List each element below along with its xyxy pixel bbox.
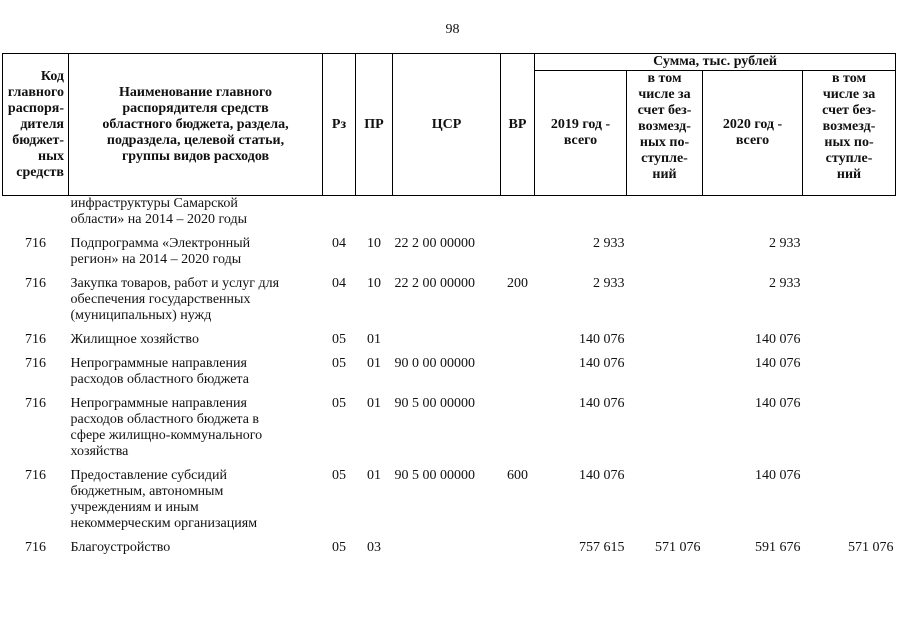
header-csr: ЦСР <box>393 54 501 196</box>
table-row <box>3 196 896 229</box>
row-name-line: Непрограммные направления <box>70 356 247 371</box>
row-name-line: некоммерческим организациям <box>70 516 258 531</box>
row-2020-total: 140 076 <box>755 468 801 483</box>
row-csr: 90 0 00 00000 <box>394 356 475 371</box>
table-body <box>3 196 896 557</box>
row-rz: 04 <box>332 276 346 291</box>
row-vr <box>501 396 535 460</box>
header-line: распорядителя средств <box>122 100 269 116</box>
row-2019-total: 140 076 <box>579 396 625 411</box>
row-2019-total: 140 076 <box>579 468 625 483</box>
row-name-line: области» на 2014 – 2020 годы <box>70 212 248 227</box>
row-name-line: обеспечения государственных <box>70 292 251 307</box>
table-row <box>3 236 896 268</box>
row-csr: 90 5 00 00000 <box>394 468 475 483</box>
row-vr <box>501 332 535 348</box>
row-name-line: сфере жилищно-коммунального <box>70 428 263 443</box>
header-line: в том <box>647 71 682 86</box>
row-pr: 10 <box>367 276 381 291</box>
header-line: всего <box>563 133 598 148</box>
row-vr: 200 <box>507 276 528 291</box>
header-vr: ВР <box>501 54 535 196</box>
row-name <box>69 196 323 229</box>
row-2020-incl <box>803 468 896 532</box>
row-name-line: Предоставление субсидий <box>70 468 227 483</box>
header-line: Код <box>40 68 64 84</box>
row-2019-incl <box>627 236 703 268</box>
header-line: ных <box>38 148 64 164</box>
header-line: группы видов расходов <box>121 148 270 164</box>
table-row <box>3 276 896 324</box>
row-name-line: Благоустройство <box>70 540 171 555</box>
row-2019-total: 2 933 <box>593 276 625 291</box>
row-name-line: Подпрограмма «Электронный <box>70 236 251 251</box>
row-name-line: Непрограммные направления <box>70 396 247 411</box>
row-vr <box>501 236 535 268</box>
table-header <box>3 54 896 196</box>
header-line: в том <box>832 71 867 86</box>
header-2019-total <box>535 71 627 196</box>
header-pr: ПР <box>356 54 393 196</box>
row-2019-total: 140 076 <box>579 332 625 347</box>
row-2020-total: 2 933 <box>769 236 801 251</box>
table-row <box>3 540 896 556</box>
row-name-line: учреждениям и иным <box>70 500 199 515</box>
row-name <box>69 276 323 324</box>
header-2020-total <box>703 71 803 196</box>
row-2020-incl <box>803 196 896 229</box>
header-line: ных по- <box>639 135 690 150</box>
row-rz: 04 <box>332 236 346 251</box>
row-pr: 01 <box>367 356 381 371</box>
header-line: распоря- <box>7 100 64 116</box>
header-line: средств <box>16 164 64 180</box>
row-name <box>69 356 323 388</box>
row-name-line: расходов областного бюджета в <box>70 412 260 427</box>
header-rz: Рз <box>323 54 356 196</box>
row-name-line: (муниципальных) нужд <box>70 308 212 323</box>
row-2020-total: 140 076 <box>755 396 801 411</box>
row-csr: 90 5 00 00000 <box>394 396 475 411</box>
row-2019-total: 2 933 <box>593 236 625 251</box>
table-row <box>3 332 896 348</box>
header-line: счет без- <box>822 103 876 118</box>
header-line: возмезд- <box>638 119 691 134</box>
row-name <box>69 236 323 268</box>
row-2020-incl <box>803 356 896 388</box>
row-name <box>69 540 323 556</box>
row-csr: 22 2 00 00000 <box>394 236 475 251</box>
row-2019-total: 757 615 <box>579 540 625 555</box>
row-vr <box>501 356 535 388</box>
row-code: 716 <box>25 332 46 347</box>
row-name-line: инфраструктуры Самарской <box>70 196 238 211</box>
row-rz: 05 <box>332 396 346 411</box>
budget-table <box>2 53 896 556</box>
row-code: 716 <box>25 396 46 411</box>
header-sum: Сумма, тыс. рублей <box>535 54 896 71</box>
row-name-line: Жилищное хозяйство <box>70 332 199 347</box>
header-line: дителя <box>20 116 64 132</box>
table-row <box>3 468 896 532</box>
row-name <box>69 396 323 460</box>
header-line: возмезд- <box>822 119 876 134</box>
row-rz: 05 <box>332 356 346 371</box>
row-csr <box>393 332 501 348</box>
header-line: 2020 год - <box>722 117 783 132</box>
row-csr <box>393 540 501 556</box>
row-2020-incl <box>803 396 896 460</box>
header-line: ных по- <box>824 135 874 150</box>
row-rz: 05 <box>332 540 346 555</box>
header-line: главного <box>7 84 64 100</box>
row-name-line: регион» на 2014 – 2020 годы <box>70 252 242 267</box>
header-line: бюджет- <box>12 132 64 148</box>
header-line: областного бюджета, раздела, <box>102 116 289 132</box>
row-vr <box>501 540 535 556</box>
row-2020-total: 140 076 <box>755 332 801 347</box>
row-2020-total: 591 676 <box>755 540 801 555</box>
header-line: числе за <box>822 87 876 102</box>
row-2020-incl: 571 076 <box>848 540 894 555</box>
header-line: ступле- <box>641 151 688 166</box>
header-line: подраздела, целевой статьи, <box>106 132 285 148</box>
header-line: ний <box>652 167 677 182</box>
header-2020-incl <box>803 71 896 196</box>
row-pr: 10 <box>367 236 381 251</box>
row-vr <box>501 196 535 229</box>
header-2019-incl <box>627 71 703 196</box>
row-2019-incl <box>627 356 703 388</box>
row-name <box>69 332 323 348</box>
row-2019-total: 140 076 <box>579 356 625 371</box>
row-2019-incl <box>627 332 703 348</box>
row-2019-incl <box>627 276 703 324</box>
header-line: счет без- <box>637 103 692 118</box>
row-2019-incl <box>627 196 703 229</box>
row-name-line: хозяйства <box>70 444 129 459</box>
row-2020-incl <box>803 332 896 348</box>
row-rz: 05 <box>332 332 346 347</box>
row-name <box>69 468 323 532</box>
row-code <box>3 196 69 229</box>
row-code: 716 <box>25 236 46 251</box>
row-code: 716 <box>25 540 46 555</box>
row-2020-incl <box>803 276 896 324</box>
row-name-line: расходов областного бюджета <box>70 372 249 387</box>
header-line: ступле- <box>825 151 873 166</box>
page-number: 98 <box>445 22 460 37</box>
row-pr: 01 <box>367 468 381 483</box>
row-csr: 22 2 00 00000 <box>394 276 475 291</box>
row-name-line: Закупка товаров, работ и услуг для <box>70 276 280 291</box>
row-code: 716 <box>25 276 46 291</box>
row-2020-total: 140 076 <box>755 356 801 371</box>
header-name <box>69 54 323 196</box>
header-line: ний <box>836 167 862 182</box>
table-row <box>3 396 896 460</box>
row-2020-incl <box>803 236 896 268</box>
header-code <box>3 54 69 196</box>
row-2019-incl <box>627 396 703 460</box>
row-pr: 03 <box>367 540 381 555</box>
row-2020-total <box>703 196 803 229</box>
row-name-line: бюджетным, автономным <box>70 484 224 499</box>
row-pr: 01 <box>367 332 381 347</box>
row-code: 716 <box>25 468 46 483</box>
row-pr: 01 <box>367 396 381 411</box>
header-line: числе за <box>638 87 691 102</box>
row-csr <box>393 196 501 229</box>
header-line: Наименование главного <box>119 84 272 100</box>
row-2019-incl <box>627 468 703 532</box>
row-2020-total: 2 933 <box>769 276 801 291</box>
row-2019-total <box>535 196 627 229</box>
row-rz <box>323 196 356 229</box>
row-pr <box>356 196 393 229</box>
header-line: 2019 год - <box>550 117 611 132</box>
row-2019-incl: 571 076 <box>655 540 701 555</box>
row-code: 716 <box>25 356 46 371</box>
row-rz: 05 <box>332 468 346 483</box>
table-row <box>3 356 896 388</box>
header-line: всего <box>735 133 770 148</box>
row-vr: 600 <box>507 468 528 483</box>
